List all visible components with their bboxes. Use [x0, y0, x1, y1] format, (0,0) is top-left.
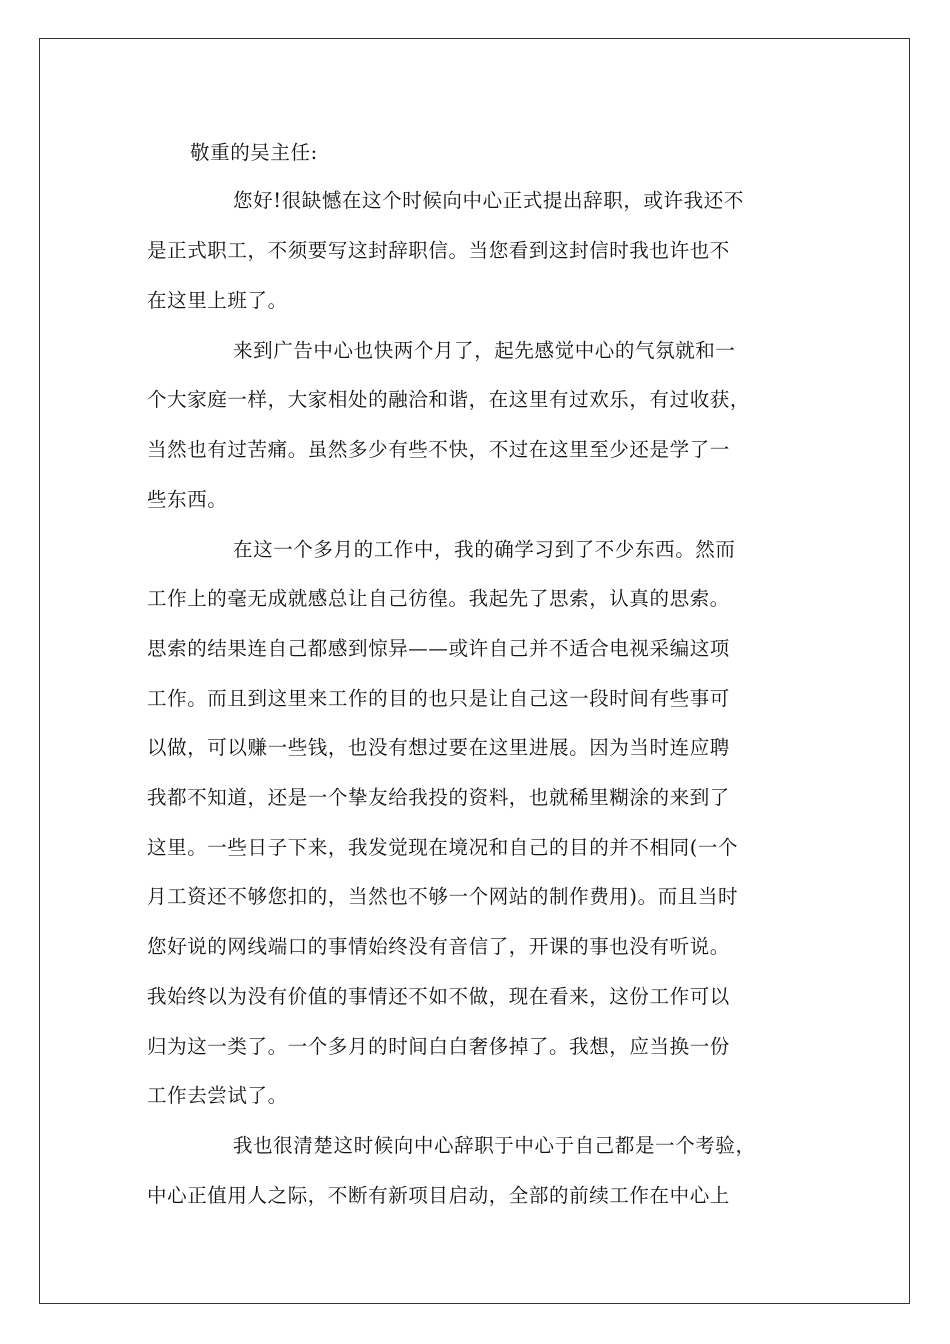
text-line: 在这一个多月的工作中，我的确学习到了不少东西。然而: [233, 538, 736, 561]
text-line: 个大家庭一样，大家相处的融洽和谐，在这里有过欢乐，有过收获，: [147, 388, 751, 411]
text-line: 是正式职工，不须要写这封辞职信。当您看到这封信时我也许也不: [147, 239, 730, 262]
page-border: [39, 38, 910, 1304]
text-line: 些东西。: [147, 488, 228, 511]
text-line: 这里。一些日子下来，我发觉现在境况和自己的目的并不相同(一个: [147, 836, 739, 859]
text-line: 以做，可以赚一些钱，也没有想过要在这里进展。因为当时连应聘: [147, 736, 730, 759]
text-line: 我也很清楚这时候向中心辞职于中心于自己都是一个考验，: [233, 1134, 756, 1157]
text-line: 工作去尝试了。: [147, 1084, 288, 1107]
text-line: 您好说的网线端口的事情始终没有音信了，开课的事也没有听说。: [147, 935, 730, 958]
text-line: 在这里上班了。: [147, 289, 288, 312]
text-line: 您好!很缺憾在这个时候向中心正式提出辞职，或许我还不: [233, 189, 744, 212]
text-line: 我始终以为没有价值的事情还不如不做，现在看来，这份工作可以: [147, 985, 730, 1008]
text-line: 月工资还不够您扣的，当然也不够一个网站的制作费用)。而且当时: [147, 885, 739, 908]
text-line: 当然也有过苦痛。虽然多少有些不快，不过在这里至少还是学了一: [147, 438, 730, 461]
text-line: 工作。而且到这里来工作的目的也只是让自己这一段时间有些事可: [147, 687, 730, 710]
text-line: 中心正值用人之际，不断有新项目启动，全部的前续工作在中心上: [147, 1184, 730, 1207]
text-line: 思索的结果连自己都感到惊异——或许自己并不适合电视采编这项: [147, 637, 730, 660]
text-line: 我都不知道，还是一个挚友给我投的资料，也就稀里糊涂的来到了: [147, 786, 730, 809]
text-line: 归为这一类了。一个多月的时间白白奢侈掉了。我想，应当换一份: [147, 1035, 730, 1058]
salutation: 敬重的吴主任:: [190, 141, 318, 164]
text-line: 工作上的毫无成就感总让自己彷徨。我起先了思索，认真的思索。: [147, 587, 730, 610]
text-line: 来到广告中心也快两个月了，起先感觉中心的气氛就和一: [233, 339, 736, 362]
